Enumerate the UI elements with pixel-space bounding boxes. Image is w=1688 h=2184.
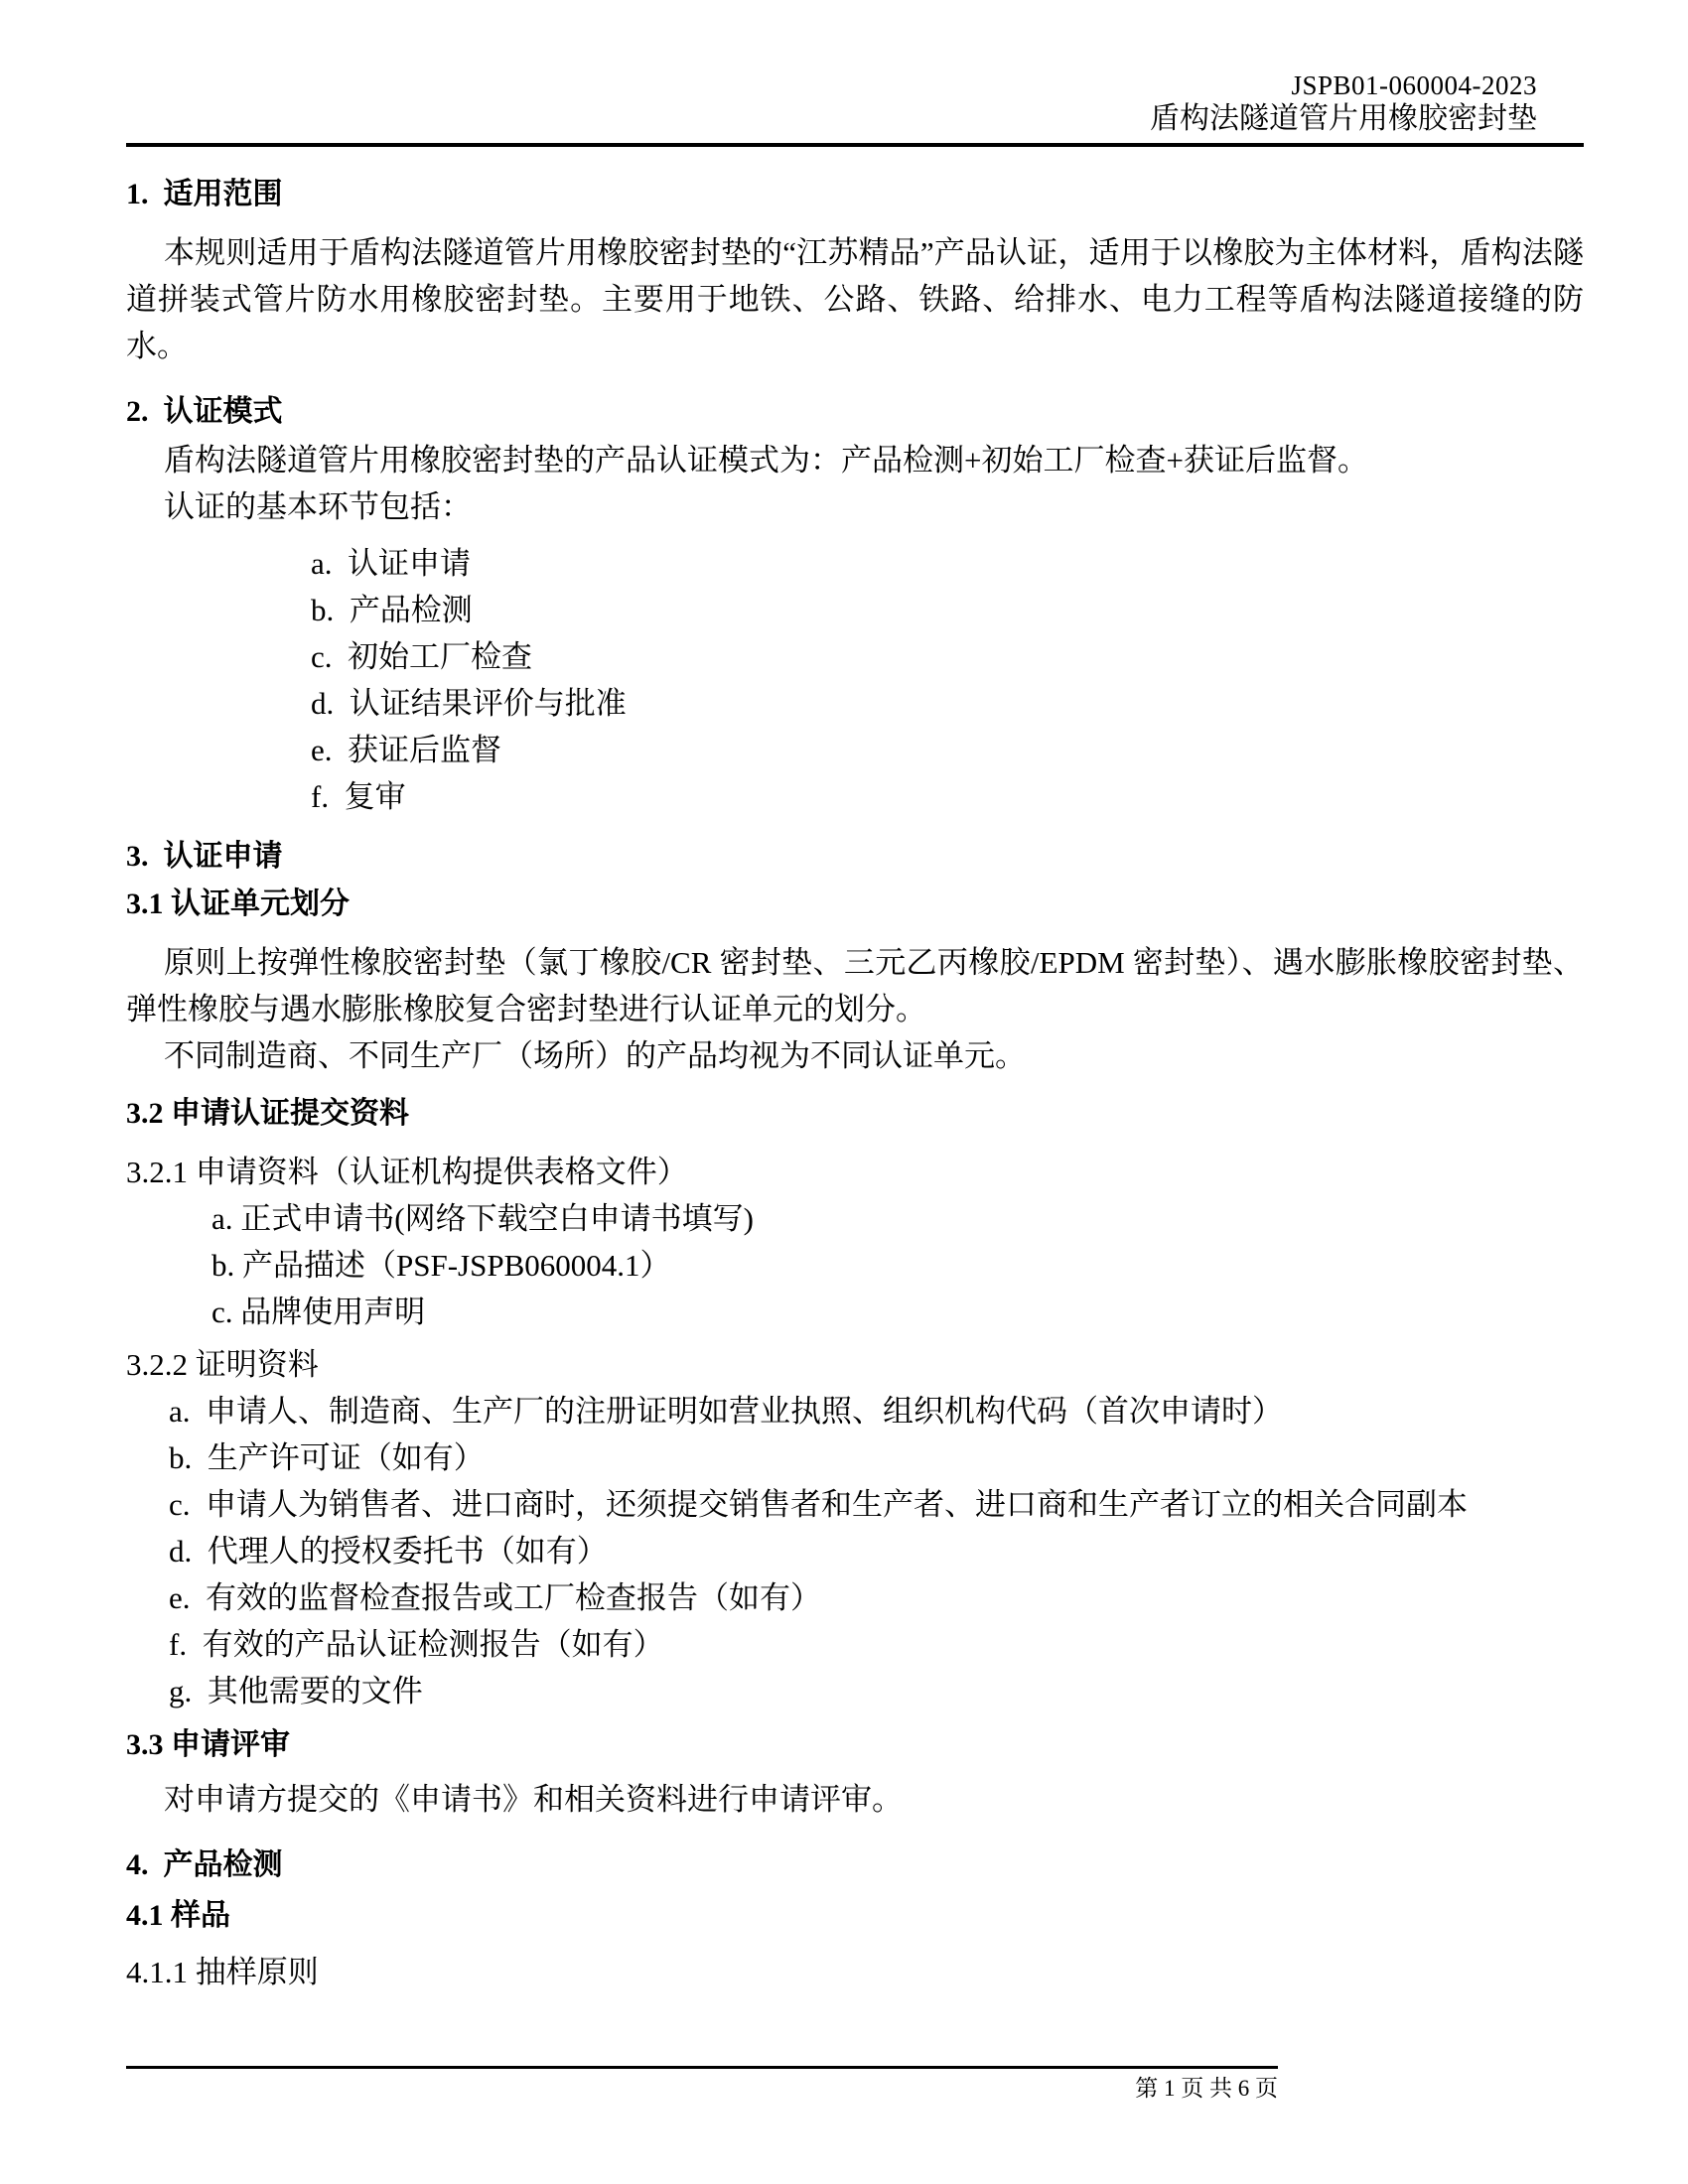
section-4-1-1-heading: 4.1.1 抽样原则 — [126, 1955, 319, 1989]
certification-steps-list — [126, 540, 1584, 820]
section-3-heading: 3. 认证申请 — [126, 840, 283, 873]
section-1-heading: 1. 适用范围 — [126, 178, 283, 210]
step-item-c: c. 初始工厂检查 — [311, 639, 533, 674]
certificate-doc-a: a. 申请人、制造商、生产厂的注册证明如营业执照、组织机构代码（首次申请时） — [169, 1394, 1284, 1429]
section-3-2-heading: 3.2 申请认证提交资料 — [126, 1097, 409, 1130]
header-rule — [126, 143, 1584, 147]
footer-rule — [126, 2066, 1278, 2069]
section-2-heading: 2. 认证模式 — [126, 395, 283, 428]
section-3-2-1-heading: 3.2.1 申请资料（认证机构提供表格文件） — [126, 1155, 688, 1189]
section-3-3-heading: 3.3 申请评审 — [126, 1728, 290, 1761]
application-doc-b: b. 产品描述（PSF-JSPB060004.1） — [211, 1248, 671, 1283]
document-body — [0, 177, 1688, 1995]
step-item-e: e. 获证后监督 — [311, 733, 502, 767]
certificate-doc-b: b. 生产许可证（如有） — [169, 1440, 485, 1475]
certificate-documents-list — [126, 1388, 1584, 1714]
steps-intro: 认证的基本环节包括： — [164, 489, 472, 524]
certification-mode-paragraph: 盾构法隧道管片用橡胶密封垫的产品认证模式为：产品检测+初始工厂检查+获证后监督。 — [164, 443, 1368, 478]
application-doc-a: a. 正式申请书(网络下载空白申请书填写) — [211, 1201, 754, 1236]
step-item-d: d. 认证结果评价与批准 — [311, 686, 627, 721]
application-documents-list — [126, 1195, 1584, 1335]
application-doc-c: c. 品牌使用声明 — [211, 1295, 426, 1329]
certificate-doc-d: d. 代理人的授权委托书（如有） — [169, 1534, 608, 1569]
section-1-paragraph: 本规则适用于盾构法隧道管片用橡胶密封垫的“江苏精品”产品认证，适用于以橡胶为主体材料，盾构法隧道拼装式管片防水用橡胶密封垫。主要用于地铁、公路、铁路、给排水、电力工程等盾构法隧道接缝的防水。 — [126, 235, 1584, 363]
unit-division-paragraph: 原则上按弹性橡胶密封垫（氯丁橡胶/CR 密封垫、三元乙丙橡胶/EPDM 密封垫）、遇水膨胀橡胶密封垫、弹性橡胶与遇水膨胀橡胶复合密封垫进行认证单元的划分。 — [126, 945, 1584, 1026]
certificate-doc-e: e. 有效的监督检查报告或工厂检查报告（如有） — [169, 1580, 822, 1615]
step-item-f: f. 复审 — [311, 779, 406, 814]
section-3-1-heading: 3.1 认证单元划分 — [126, 887, 350, 920]
step-item-b: b. 产品检测 — [311, 593, 473, 627]
step-item-a: a. 认证申请 — [311, 546, 472, 581]
doc-title: 盾构法隧道管片用橡胶密封垫 — [1150, 102, 1537, 135]
page-number: 第 1 页 共 6 页 — [1135, 2076, 1278, 2101]
section-3-2-2-heading: 3.2.2 证明资料 — [126, 1347, 319, 1382]
page-header — [0, 0, 1688, 136]
doc-number: JSPB01-060004-2023 — [1291, 70, 1537, 100]
section-4-1-heading: 4.1 样品 — [126, 1899, 230, 1932]
certificate-doc-g: g. 其他需要的文件 — [169, 1674, 423, 1708]
application-review-paragraph: 对申请方提交的《申请书》和相关资料进行申请评审。 — [164, 1782, 903, 1817]
certificate-doc-f: f. 有效的产品认证检测报告（如有） — [169, 1627, 664, 1662]
certificate-doc-c: c. 申请人为销售者、进口商时，还须提交销售者和生产者、进口商和生产者订立的相关合同副本 — [169, 1487, 1469, 1522]
section-4-heading: 4. 产品检测 — [126, 1848, 283, 1881]
unit-division-paragraph-2: 不同制造商、不同生产厂（场所）的产品均视为不同认证单元。 — [164, 1038, 1026, 1073]
